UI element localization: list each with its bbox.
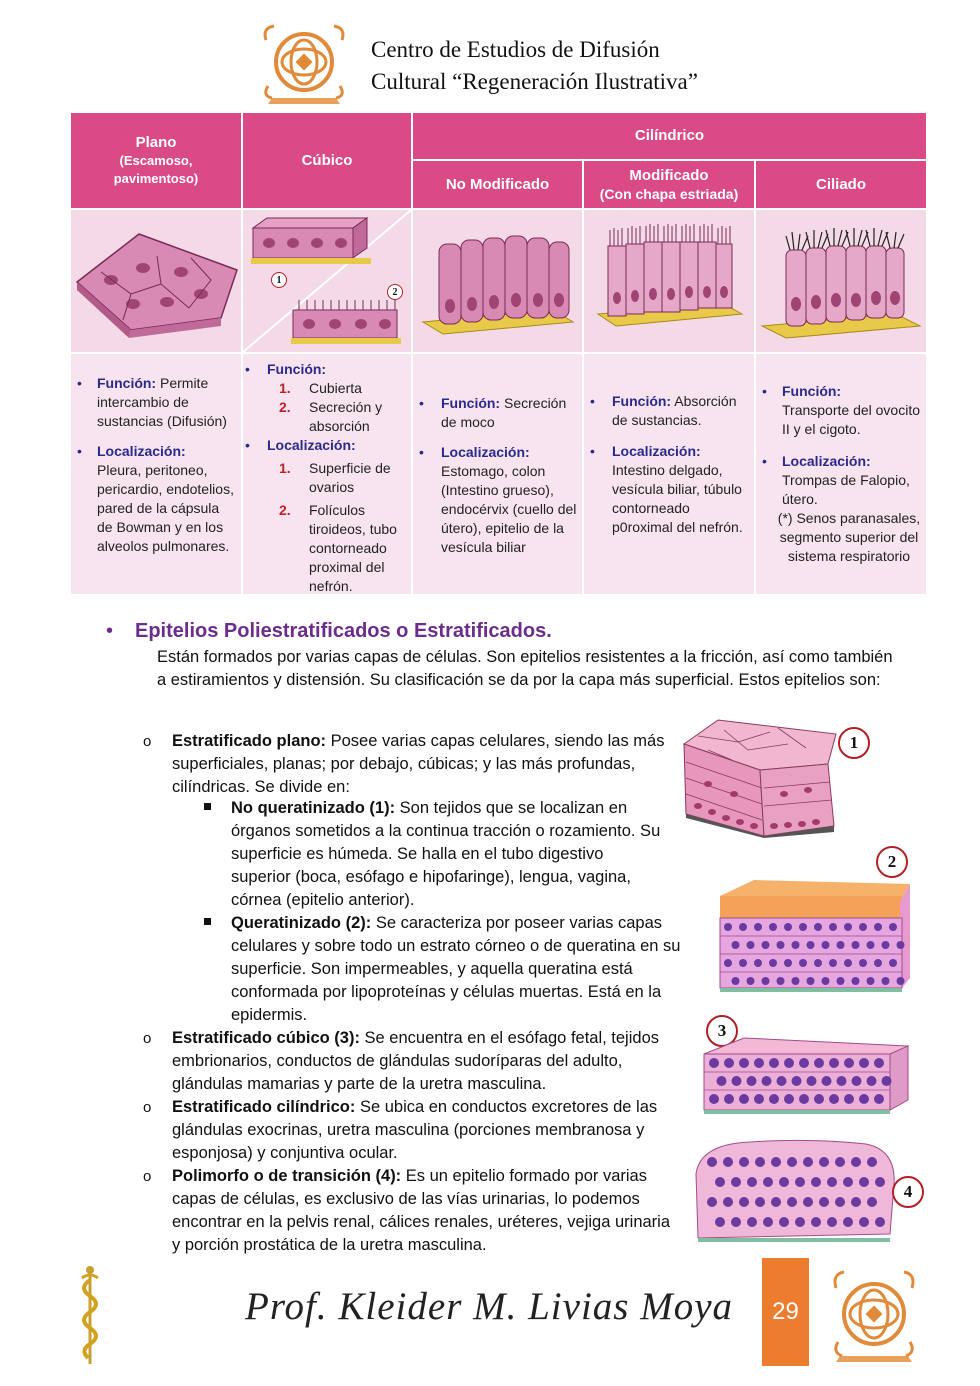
header-line-1: Centro de Estudios de Difusión [371, 37, 660, 62]
cell-nucleus [731, 1177, 741, 1187]
nomod-func-text: Secreción de moco [441, 395, 567, 430]
plano-function [77, 374, 237, 431]
classification-table [71, 113, 926, 594]
cell-nucleus [732, 1076, 742, 1086]
cell-nucleus [814, 1094, 824, 1104]
cell-nucleus [827, 1177, 837, 1187]
illustration-transicion [690, 1134, 896, 1246]
ciliado-func-text: Transporte del ovocito II y el cigoto. [782, 402, 920, 437]
cell-nucleus [747, 1217, 757, 1227]
plano-title: Plano [135, 133, 177, 151]
plano-loc-bullet: • [77, 443, 82, 459]
cell-nucleus [819, 1157, 829, 1167]
item-q-bold: Queratinizado (2): [231, 914, 372, 932]
ciliado-loc-text: Trompas de Falopio, útero. [782, 472, 910, 507]
cell-nucleus [867, 941, 875, 949]
cell-nucleus [837, 977, 845, 985]
cell-nucleus [819, 1197, 829, 1207]
col-cilindrico-header [413, 113, 926, 159]
cell-nucleus [882, 1076, 892, 1086]
item-plano-bold: Estratificado plano: [172, 732, 327, 750]
ciliado-loc-label: Localización: [782, 453, 871, 469]
cell-nucleus [867, 977, 875, 985]
cell-nucleus [717, 1076, 727, 1086]
cell-nucleus [829, 1094, 839, 1104]
cell-nucleus [707, 1197, 717, 1207]
item-plano-text: Posee varias capas celulares, siendo las más superficiales, planas; por debajo, cúbicas; y las más profundas, cilíndricas. Se divide en: [172, 732, 665, 796]
mod-func-label: Función: [612, 393, 672, 409]
list-marker-polimorfo: o [143, 1168, 152, 1185]
mod-loc-bullet: • [590, 443, 595, 459]
cell-nucleus [889, 959, 897, 967]
cell-nucleus [814, 1058, 824, 1068]
plano-func-label: Función: [97, 375, 157, 391]
cell-nucleus [829, 923, 837, 931]
item-pol-text: Es un epitelio formado por varias capas de células, es exclusivo de las vías urinarias, lo podemos encontrar en la pelvis renal, cálices renales, uréteres, vejiga urinaria y porción prostática de la uretra masculina. [172, 1167, 671, 1254]
cell-nucleus [724, 923, 732, 931]
cell-nucleus [762, 1076, 772, 1086]
cubico-image-cell [243, 210, 411, 352]
cell-nucleus [837, 1076, 847, 1086]
nomod-location [419, 443, 579, 557]
cubico-badge-2: 2 [387, 284, 403, 300]
cell-nucleus [787, 1197, 797, 1207]
plano-subtitle: (Escamoso, pavimentoso) [113, 152, 199, 186]
cell-nucleus [739, 1157, 749, 1167]
cell-nucleus [875, 1177, 885, 1187]
cell-nucleus [867, 1076, 877, 1086]
section-bullet: • [106, 620, 114, 642]
cell-nucleus [799, 923, 807, 931]
cell-nucleus [852, 941, 860, 949]
cubico-loc-label: Localización: [267, 437, 356, 453]
cell-nucleus [747, 1076, 757, 1086]
cell-nucleus [811, 1177, 821, 1187]
cell-nucleus [715, 1177, 725, 1187]
header-line-2: Cultural “Regeneración Ilustrativa” [371, 69, 698, 94]
cell-nucleus [874, 1094, 884, 1104]
mod-image-cell [584, 210, 754, 352]
cell-nucleus [755, 1157, 765, 1167]
cell-nucleus [837, 941, 845, 949]
cubico-f2-text: Secreción y absorción [309, 399, 383, 434]
nomod-text-cell [413, 354, 582, 594]
section-title: Epitelios Poliestratificados o Estratificados. [135, 620, 552, 642]
nomod-image-cell [413, 210, 582, 352]
item-noq-text: Son tejidos que se localizan en órganos sometidos a la continua tracción o rozamiento. Su superficie es húmeda. Se halla en el tubo digestivo superior (boca, esófago e hipofaringe), lengua, vagina, córnea (epitelio anterior). [231, 799, 661, 909]
cell-nucleus [739, 1197, 749, 1207]
cell-nucleus [859, 1094, 869, 1104]
cell-nucleus [829, 959, 837, 967]
cell-nucleus [739, 1094, 749, 1104]
item-estratificado-plano [172, 730, 672, 799]
cubico-title: Cúbico [301, 151, 353, 169]
nomod-loc-bullet: • [419, 444, 424, 460]
badge-1: 1 [838, 727, 870, 759]
cell-nucleus [795, 1217, 805, 1227]
cubico-f1-text: Cubierta [309, 380, 362, 396]
cell-nucleus [724, 1094, 734, 1104]
cell-nucleus [777, 941, 785, 949]
cell-nucleus [792, 977, 800, 985]
cell-nucleus [731, 1217, 741, 1227]
cell-nucleus [769, 959, 777, 967]
cell-nucleus [882, 941, 890, 949]
cell-nucleus [875, 1217, 885, 1227]
cell-nucleus [784, 923, 792, 931]
cell-nucleus [822, 977, 830, 985]
item-estratificado-cubico [172, 1027, 672, 1096]
cubico-loc-bullet: • [245, 437, 250, 453]
item-queratinizado [231, 912, 681, 1027]
plano-loc-label: Localización: [97, 443, 186, 459]
cell-nucleus [897, 941, 905, 949]
col-cubico-header [243, 113, 411, 208]
cell-nucleus [724, 1058, 734, 1068]
ciliado-location [762, 452, 922, 566]
cell-nucleus [844, 923, 852, 931]
cell-nucleus [799, 1058, 809, 1068]
cell-nucleus [889, 923, 897, 931]
ciliado-title: Ciliado [815, 175, 866, 193]
cell-nucleus [762, 977, 770, 985]
mod-title: Modificado [629, 166, 709, 184]
item-cub-text: Se encuentra en el esófago fetal, tejidos embrionarios, conductos de glándulas sudoríparas del adulto, glándulas mamarias y parte de la uretra masculina. [172, 1029, 659, 1093]
cell-nucleus [792, 941, 800, 949]
cubico-func-bullet: • [245, 361, 250, 377]
list-marker-plano: o [143, 733, 152, 750]
badge-2: 2 [876, 846, 908, 878]
item-cil-bold: Estratificado cilíndrico: [172, 1098, 356, 1116]
cell-nucleus [739, 959, 747, 967]
signature: Prof. Kleider M. Livias Moya [245, 1285, 734, 1328]
cell-nucleus [859, 1217, 869, 1227]
cubico-text-cell [243, 354, 411, 594]
cell-nucleus [859, 923, 867, 931]
cell-nucleus [807, 941, 815, 949]
cell-nucleus [784, 1058, 794, 1068]
item-noq-bold: No queratinizado (1): [231, 799, 396, 817]
cell-nucleus [762, 941, 770, 949]
plano-location [77, 442, 237, 556]
nomod-function [419, 394, 579, 432]
item-polimorfo [172, 1165, 677, 1257]
nomod-epithelium-illustration [413, 210, 582, 352]
cell-nucleus [763, 1217, 773, 1227]
section-intro: Están formados por varias capas de células. Son epitelios resistentes a la fricción, así como también a estiramientos y distensión. Su clasificación se da por la capa más superficial. Estos epitelios son: [157, 648, 893, 689]
cell-nucleus [784, 1094, 794, 1104]
nomod-title: No Modificado [445, 175, 550, 193]
cell-nucleus [723, 1197, 733, 1207]
mod-text-cell [584, 354, 754, 594]
cell-nucleus [777, 977, 785, 985]
cell-nucleus [897, 977, 905, 985]
nomod-func-label: Función: [441, 395, 501, 411]
mod-func-text: Absorción de sustancias. [612, 393, 737, 428]
cell-nucleus [754, 1094, 764, 1104]
cell-nucleus [709, 1058, 719, 1068]
cell-nucleus [779, 1217, 789, 1227]
mod-func-bullet: • [590, 393, 595, 409]
col-nomod-header [413, 161, 582, 208]
cell-nucleus [795, 1177, 805, 1187]
cubico-func-label: Función: [267, 361, 327, 377]
nomod-loc-text: Estomago, colon (Intestino grueso), endocérvix (cuello del útero), epitelio de la vesícula biliar [441, 463, 577, 555]
cubico-l2-text: Folículos tiroideos, tubo contorneado proximal del nefrón. [309, 502, 397, 594]
top-logo [258, 22, 350, 106]
plano-loc-text: Pleura, peritoneo, pericardio, endotelios, pared de la cápsula de Bowman y en los alveolos pulmonares. [97, 462, 234, 554]
cell-nucleus [771, 1157, 781, 1167]
list-marker-cilindrico: o [143, 1099, 152, 1116]
cell-nucleus [822, 941, 830, 949]
cell-nucleus [769, 1058, 779, 1068]
cubico-function [243, 360, 409, 436]
cell-nucleus [803, 1157, 813, 1167]
cell-nucleus [835, 1157, 845, 1167]
cell-nucleus [859, 1058, 869, 1068]
col-ciliado-header [756, 161, 926, 208]
cell-nucleus [739, 923, 747, 931]
caduceus-icon [72, 1264, 108, 1368]
cubico-l2-num: 2. [279, 502, 291, 518]
mod-epithelium-illustration [584, 210, 754, 352]
ciliado-epithelium-illustration [756, 210, 926, 352]
cell-nucleus [874, 923, 882, 931]
cell-nucleus [867, 1157, 877, 1167]
cell-nucleus [747, 1177, 757, 1187]
cell-nucleus [724, 959, 732, 967]
nomod-loc-label: Localización: [441, 444, 530, 460]
ciliado-note: (*) Senos paranasales, segmento superior del sistema respiratorio [777, 510, 921, 564]
item-cub-bold: Estratificado cúbico (3): [172, 1029, 360, 1047]
cell-nucleus [763, 1177, 773, 1187]
cubico-f2-num: 2. [279, 399, 291, 415]
cell-nucleus [755, 1197, 765, 1207]
cell-nucleus [754, 923, 762, 931]
cell-nucleus [779, 1177, 789, 1187]
list-marker-q [204, 918, 211, 925]
cell-nucleus [882, 977, 890, 985]
cell-nucleus [771, 1197, 781, 1207]
cubico-location [243, 436, 409, 596]
cell-nucleus [777, 1076, 787, 1086]
ciliado-text-cell [756, 354, 926, 594]
mod-function [590, 392, 750, 430]
plano-func-bullet: • [77, 375, 82, 391]
plano-epithelium-illustration [71, 210, 241, 352]
cell-nucleus [852, 1076, 862, 1086]
ciliado-image-cell [756, 210, 926, 352]
badge-3: 3 [706, 1015, 738, 1047]
cell-nucleus [787, 1157, 797, 1167]
list-marker-noq [204, 803, 211, 810]
mod-location [590, 442, 750, 537]
cell-nucleus [807, 1076, 817, 1086]
cilindrico-title: Cilíndrico [634, 127, 705, 144]
plano-image-cell [71, 210, 241, 352]
cell-nucleus [844, 959, 852, 967]
cell-nucleus [739, 1058, 749, 1068]
cell-nucleus [852, 977, 860, 985]
cell-nucleus [769, 1094, 779, 1104]
cubico-l1-text: Superficie de ovarios [309, 460, 391, 495]
cell-nucleus [835, 1197, 845, 1207]
mod-loc-text: Intestino delgado, vesícula biliar, túbulo contorneado p0roximal del nefrón. [612, 462, 743, 535]
cell-nucleus [843, 1217, 853, 1227]
ciliado-function [762, 382, 922, 439]
cell-nucleus [844, 1094, 854, 1104]
cell-nucleus [814, 923, 822, 931]
page-number: 29 [762, 1258, 809, 1366]
cell-nucleus [874, 959, 882, 967]
cell-nucleus [859, 1177, 869, 1187]
footer-logo [828, 1268, 920, 1364]
cell-nucleus [807, 977, 815, 985]
cubico-f1-num: 1. [279, 380, 291, 396]
cell-nucleus [799, 1094, 809, 1104]
illustration-queratinizado [714, 874, 914, 1004]
cubico-epithelium-illustration [243, 210, 411, 352]
cell-nucleus [747, 977, 755, 985]
badge-4: 4 [892, 1176, 924, 1208]
cell-nucleus [784, 959, 792, 967]
cell-nucleus [715, 1217, 725, 1227]
cell-nucleus [754, 959, 762, 967]
plano-text-cell [71, 354, 241, 594]
cell-nucleus [851, 1197, 861, 1207]
cell-nucleus [811, 1217, 821, 1227]
cell-nucleus [867, 1197, 877, 1207]
cell-nucleus [851, 1157, 861, 1167]
header-title [371, 34, 698, 98]
cell-nucleus [829, 1058, 839, 1068]
cell-nucleus [709, 1094, 719, 1104]
cell-nucleus [874, 1058, 884, 1068]
ciliado-loc-bullet: • [762, 453, 767, 469]
item-pol-bold: Polimorfo o de transición (4): [172, 1167, 402, 1185]
nomod-func-bullet: • [419, 395, 424, 411]
cell-nucleus [723, 1157, 733, 1167]
cell-nucleus [732, 977, 740, 985]
cell-nucleus [732, 941, 740, 949]
ciliado-func-bullet: • [762, 383, 767, 399]
list-marker-cubico: o [143, 1030, 152, 1047]
illustration-no-queratinizado [678, 714, 838, 838]
col-mod-header [584, 161, 754, 208]
mod-subtitle: (Con chapa estriada) [599, 185, 739, 202]
cubico-badge-1: 1 [271, 272, 287, 288]
ciliado-func-label: Función: [782, 383, 842, 399]
cell-nucleus [792, 1076, 802, 1086]
item-cil-text: Se ubica en conductos excretores de las glándulas exocrinas, uretra masculina (porciones membranosa y esponjosa) y conjuntiva ocular. [172, 1098, 658, 1162]
cubico-l1-num: 1. [279, 460, 291, 476]
cell-nucleus [822, 1076, 832, 1086]
cell-nucleus [844, 1058, 854, 1068]
cell-nucleus [769, 923, 777, 931]
col-plano-header [71, 113, 241, 208]
cell-nucleus [707, 1157, 717, 1167]
plano-func-text: Permite intercambio de sustancias (Difusión) [97, 375, 227, 429]
item-q-text: Se caracteriza por poseer varias capas celulares y sobre todo un estrato córneo o de queratina en su superficie. Son impermeables, y aquella queratina está conformada por lipoproteínas y células muertas. Está en la epidermis. [231, 914, 681, 1024]
item-estratificado-cilindrico [172, 1096, 672, 1165]
cell-nucleus [814, 959, 822, 967]
cell-nucleus [799, 959, 807, 967]
cell-nucleus [754, 1058, 764, 1068]
illustration-estratificado-cubico [700, 1034, 910, 1116]
cell-nucleus [803, 1197, 813, 1207]
cell-nucleus [747, 941, 755, 949]
cell-nucleus [827, 1217, 837, 1227]
cell-nucleus [859, 959, 867, 967]
cell-nucleus [843, 1177, 853, 1187]
item-no-queratinizado [231, 797, 663, 912]
mod-loc-label: Localización: [612, 443, 701, 459]
